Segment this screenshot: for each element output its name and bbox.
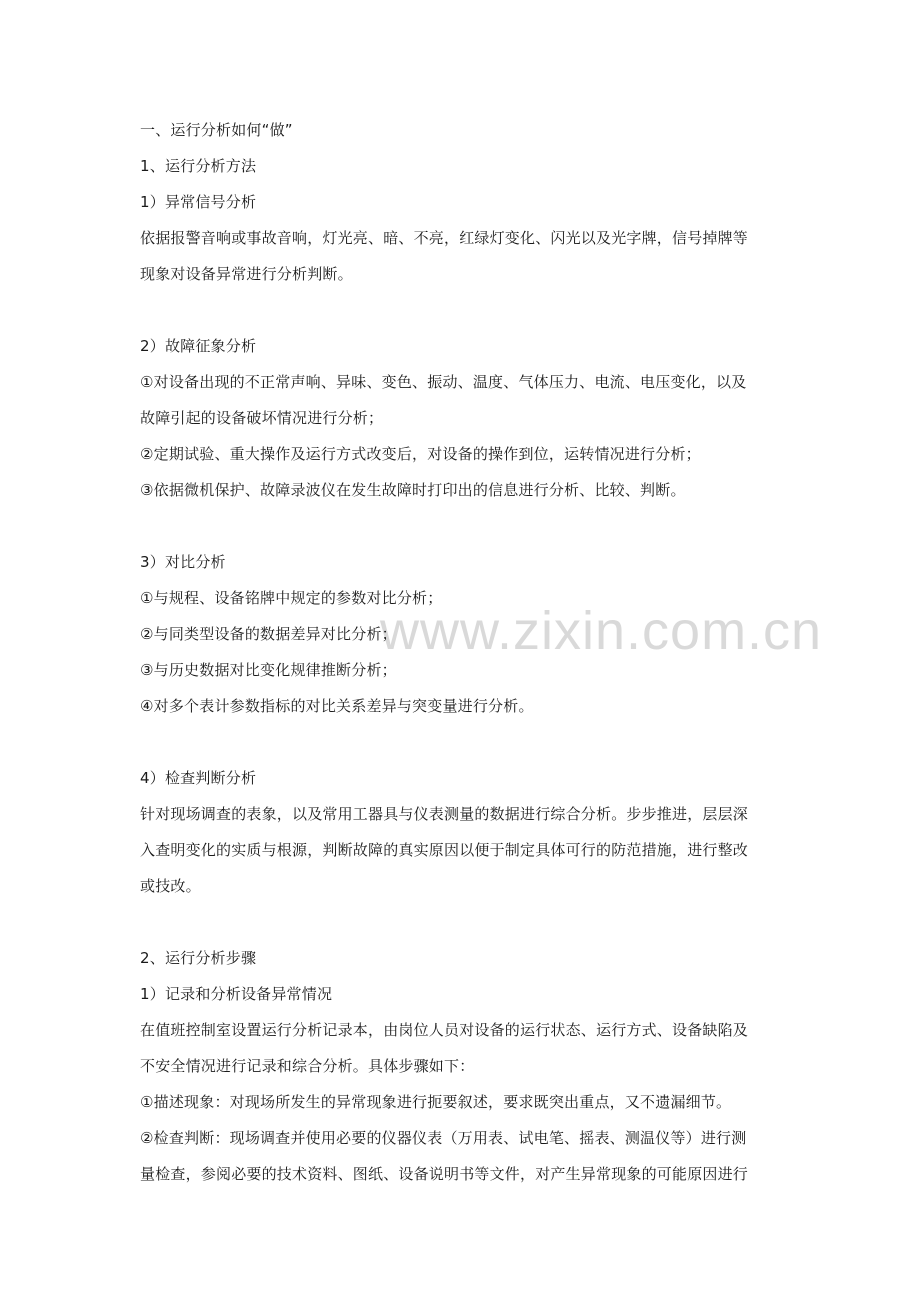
paragraph-line: ③与历史数据对比变化规律推断分析； bbox=[140, 661, 397, 679]
item-heading: 1）记录和分析设备异常情况 bbox=[140, 985, 333, 1003]
paragraph-line: 在值班控制室设置运行分析记录本，由岗位人员对设备的运行状态、运行方式、设备缺陷及 bbox=[140, 1021, 749, 1039]
item-heading: 1）异常信号分析 bbox=[140, 193, 257, 211]
paragraph-line: 依据报警音响或事故音响，灯光亮、暗、不亮，红绿灯变化、闪光以及光字牌，信号掉牌等 bbox=[140, 229, 749, 247]
section-heading-1: 一、运行分析如何“做” bbox=[140, 121, 293, 139]
item-heading: 3）对比分析 bbox=[140, 553, 226, 571]
paragraph-line: 量检查，参阅必要的技术资料、图纸、设备说明书等文件，对产生异常现象的可能原因进行 bbox=[140, 1165, 749, 1183]
paragraph-line: 或技改。 bbox=[140, 877, 201, 895]
watermark-text: www.zixin.com.cn bbox=[380, 601, 823, 661]
paragraph-line: ①与规程、设备铭牌中规定的参数对比分析； bbox=[140, 589, 443, 607]
paragraph-line: 不安全情况进行记录和综合分析。具体步骤如下： bbox=[140, 1057, 475, 1075]
paragraph-line: 针对现场调查的表象，以及常用工器具与仪表测量的数据进行综合分析。步步推进，层层深 bbox=[140, 805, 749, 823]
paragraph-line: ①描述现象：对现场所发生的异常现象进行扼要叙述，要求既突出重点，又不遗漏细节。 bbox=[140, 1093, 732, 1111]
subsection-heading: 1、运行分析方法 bbox=[140, 157, 257, 175]
paragraph-line: ④对多个表计参数指标的对比关系差异与突变量进行分析。 bbox=[140, 697, 534, 715]
paragraph-line: ③依据微机保护、故障录波仪在发生故障时打印出的信息进行分析、比较、判断。 bbox=[140, 481, 686, 499]
paragraph-line: ②与同类型设备的数据差异对比分析； bbox=[140, 625, 397, 643]
item-heading: 2）故障征象分析 bbox=[140, 337, 257, 355]
paragraph-line: 故障引起的设备破坏情况进行分析； bbox=[140, 409, 384, 427]
paragraph-line: ②定期试验、重大操作及运行方式改变后，对设备的操作到位，运转情况进行分析； bbox=[140, 445, 701, 463]
paragraph-line: ①对设备出现的不正常声响、异味、变色、振动、温度、气体压力、电流、电压变化，以及 bbox=[140, 373, 747, 391]
paragraph-line: 现象对设备异常进行分析判断。 bbox=[140, 265, 353, 283]
subsection-heading: 2、运行分析步骤 bbox=[140, 949, 257, 967]
paragraph-line: ②检查判断：现场调查并使用必要的仪器仪表（万用表、试电笔、摇表、测温仪等）进行测 bbox=[140, 1129, 747, 1147]
paragraph-line: 入查明变化的实质与根源，判断故障的真实原因以便于制定具体可行的防范措施，进行整改 bbox=[140, 841, 749, 859]
item-heading: 4）检查判断分析 bbox=[140, 769, 257, 787]
